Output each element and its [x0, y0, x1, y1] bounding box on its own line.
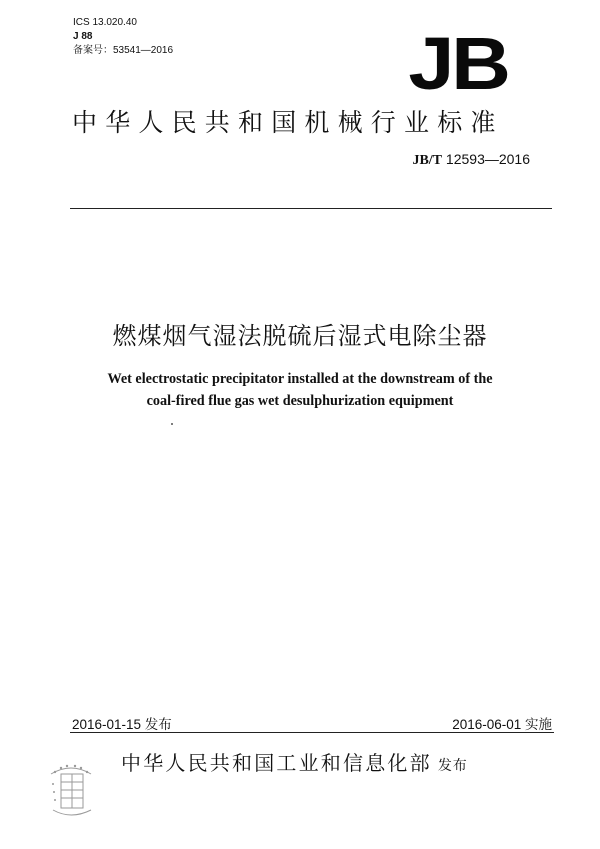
filing-number: 备案号：53541—2016 — [73, 45, 174, 56]
ics-code: ICS 13.020.40 — [73, 17, 137, 28]
publish-date: 2016-01-15 发布 — [72, 717, 172, 732]
title-chinese: 燃煤烟气湿法脱硫后湿式电除尘器 — [112, 322, 488, 350]
standard-prefix: JB/T — [412, 153, 443, 168]
scan-speck — [171, 423, 173, 425]
standard-number — [412, 151, 530, 169]
issuer-verb: 发布 — [437, 758, 468, 774]
ccs-code: J 88 — [73, 31, 93, 42]
title-english-line-1: Wet electrostatic precipitator installed at the downstream of the — [107, 371, 493, 387]
standard-code: 12593—2016 — [445, 151, 530, 167]
top-divider — [70, 208, 552, 209]
issuer-name: 中华人民共和国工业和信息化部 — [121, 751, 432, 775]
bottom-divider — [70, 732, 554, 733]
title-english-line-2: coal-fired flue gas wet desulphurization equipment — [146, 393, 454, 409]
title-english — [0, 368, 600, 412]
implementation-date: 2016-06-01 实施 — [452, 717, 552, 732]
industry-standard-heading: 中华人民共和国机械行业标准 — [72, 108, 504, 137]
jb-logo: JB — [408, 22, 508, 105]
issuing-authority — [121, 747, 468, 776]
library-seal-stamp — [45, 760, 97, 822]
